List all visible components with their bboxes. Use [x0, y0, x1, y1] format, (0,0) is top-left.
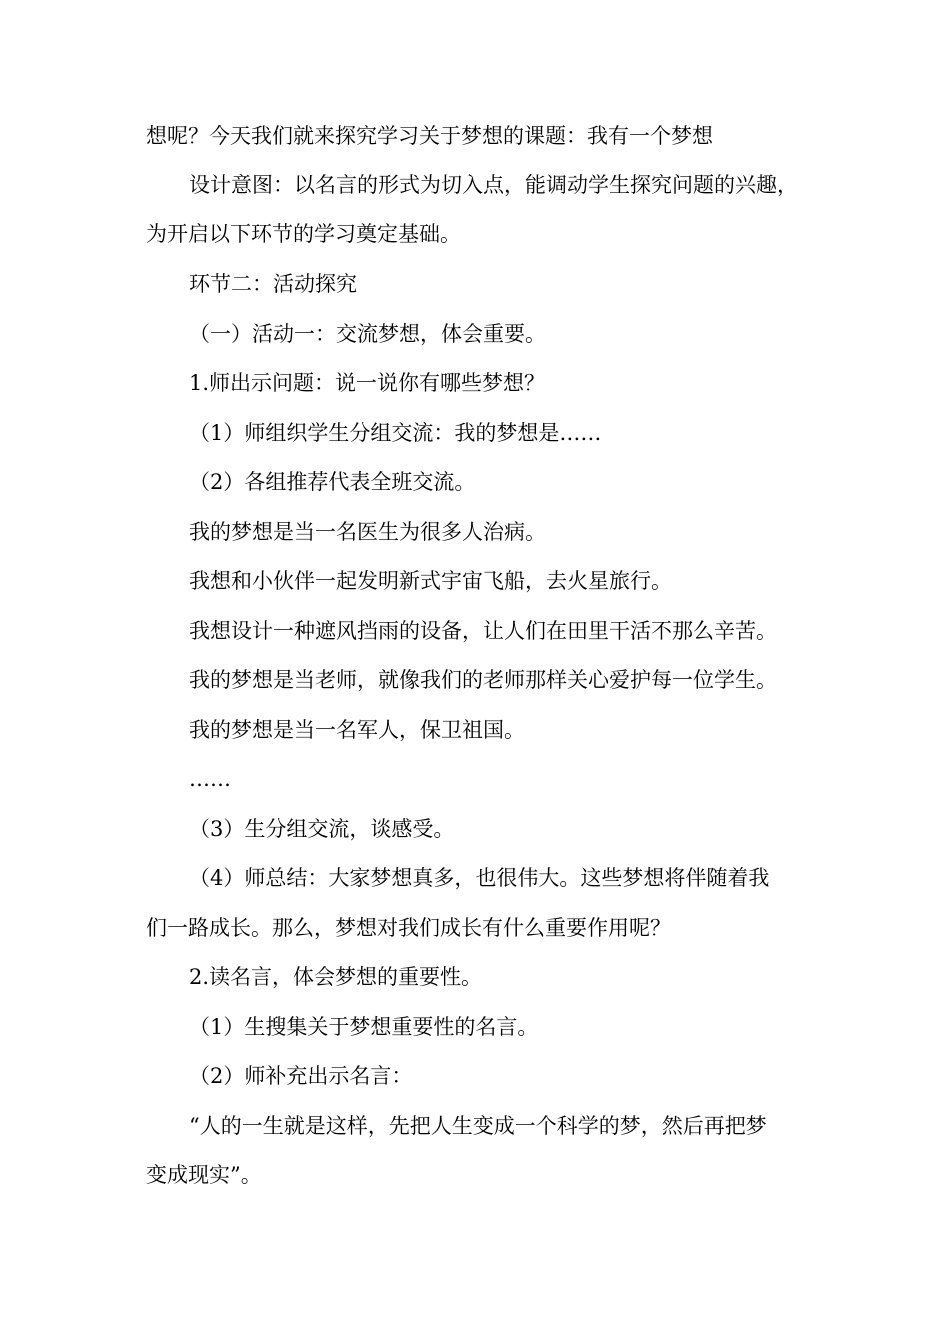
document-page: 想呢？今天我们就来探究学习关于梦想的课题：我有一个梦想 设计意图：以名言的形式为切入点，能调动学生探究问题的兴趣， 为开启以下环节的学习奠定基础。 环节二：活动探究 （一）活动一：交流梦想，体会重要。 1.师出示问题：说一说你有哪些梦想？ （1）师组织学生分组交流：我的梦想是…… （2）各组推荐代表全班交流。 我的梦想是当一名医生为很多人治病。 我想和小伙伴一起发明新式宇宙飞船，去火星旅行。 我想设计一种遮风挡雨的设备，让人们在田里干活不那么辛苦。 我的梦想是当老师，就像我们的老师那样关心爱护每一位学生。 我的梦想是当一名军人，保卫祖国。 …… （3）生分组交流，谈感受。 （4）师总结：大家梦想真多，也很伟大。这些梦想将伴随着我 们一路成长。那么，梦想对我们成长有什么重要作用呢？ 2.读名言，体会梦想的重要性。 （1）生搜集关于梦想重要性的名言。 （2）师补充出示名言： “人的一生就是这样，先把人生变成一个科学的梦，然后再把梦 变成现实”。 — [0, 0, 950, 1344]
